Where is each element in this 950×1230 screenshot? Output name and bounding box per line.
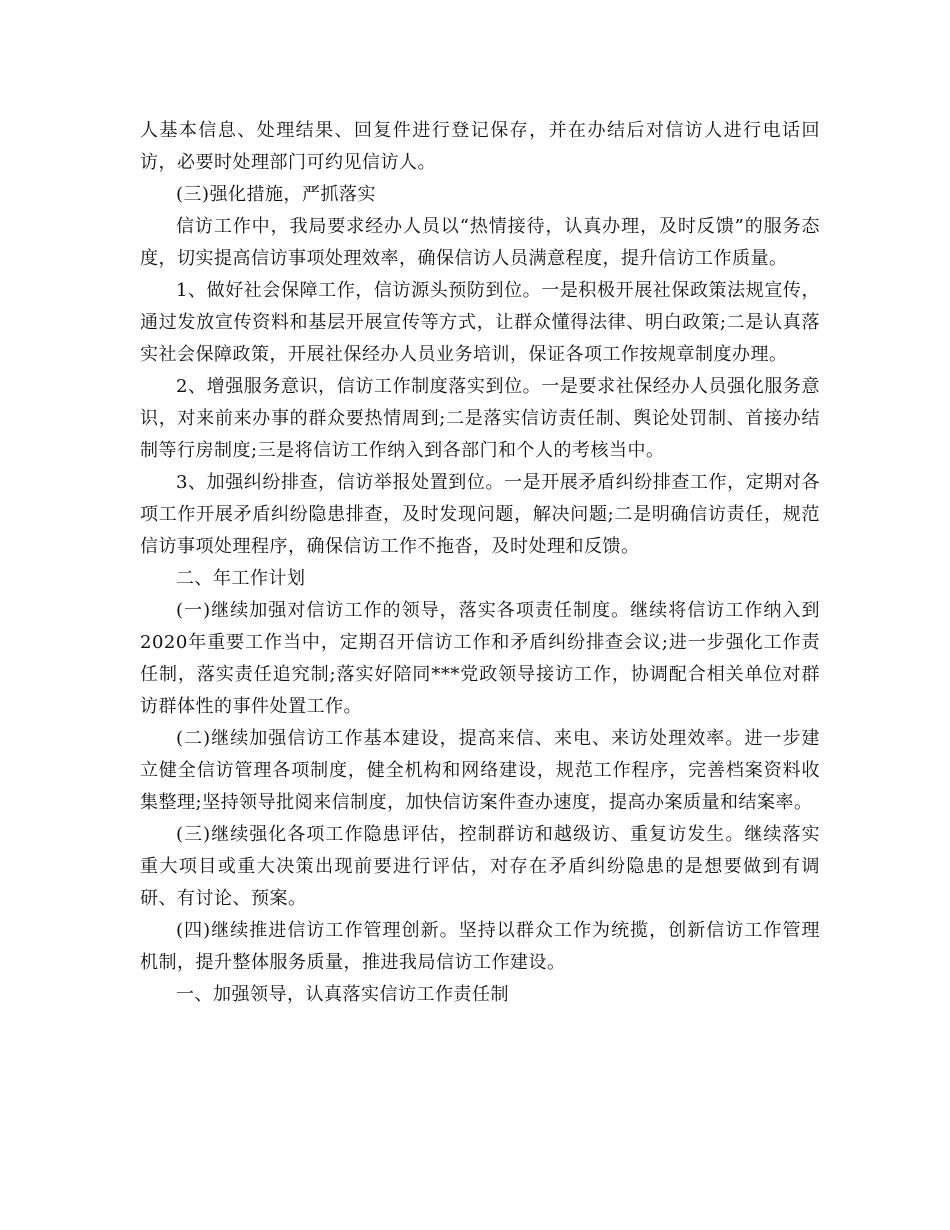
- paragraph-continuation: 人基本信息、处理结果、回复件进行登记保存，并在办结后对信访人进行电话回访，必要时处理部门可约见信访人。: [140, 120, 820, 173]
- paragraph: (二)继续加强信访工作基本建设，提高来信、来电、来访处理效率。进一步建立健全信访管理各项制度，健全机构和网络建设，规范工作程序，完善档案资料收集整理;坚持领导批阅来信制度，加快信访案件查办速度，提高办案质量和结案率。: [140, 728, 820, 813]
- paragraph: (一)继续加强对信访工作的领导，落实各项责任制度。继续将信访工作纳入到2020年重要工作当中，定期召开信访工作和矛盾纠纷排查会议;进一步强化工作责任制，落实责任追究制;落实好陪同***党政领导接访工作，协调配合相关单位对群访群体性的事件处置工作。: [140, 600, 820, 717]
- paragraph: 1、做好社会保障工作，信访源头预防到位。一是积极开展社保政策法规宣传，通过发放宣传资料和基层开展宣传等方式，让群众懂得法律、明白政策;二是认真落实社会保障政策，开展社保经办人员业务培训，保证各项工作按规章制度办理。: [140, 280, 820, 365]
- paragraph: (三)继续强化各项工作隐患评估，控制群访和越级访、重复访发生。继续落实重大项目或重大决策出现前要进行评估，对存在矛盾纠纷隐患的是想要做到有调研、有讨论、预案。: [140, 824, 820, 909]
- document-body: [140, 115, 820, 1011]
- section-heading: (三)强化措施，严抓落实: [176, 184, 377, 205]
- paragraph: (四)继续推进信访工作管理创新。坚持以群众工作为统揽，创新信访工作管理机制，提升整体服务质量，推进我局信访工作建设。: [140, 920, 820, 973]
- paragraph: 3、加强纠纷排查，信访举报处置到位。一是开展矛盾纠纷排查工作，定期对各项工作开展矛盾纠纷隐患排查，及时发现问题，解决问题;二是明确信访责任，规范信访事项处理程序，确保信访工作不拖沓，及时处理和反馈。: [140, 472, 820, 557]
- paragraph: 2、增强服务意识，信访工作制度落实到位。一是要求社保经办人员强化服务意识，对来前来办事的群众要热情周到;二是落实信访责任制、舆论处罚制、首接办结制等行房制度;三是将信访工作纳入到各部门和个人的考核当中。: [140, 376, 820, 461]
- section-heading: 二、年工作计划: [176, 568, 306, 589]
- section-heading: 一、加强领导，认真落实信访工作责任制: [176, 984, 509, 1005]
- paragraph: 信访工作中，我局要求经办人员以“热情接待，认真办理，及时反馈”的服务态度，切实提高信访事项处理效率，确保信访人员满意程度，提升信访工作质量。: [140, 216, 820, 269]
